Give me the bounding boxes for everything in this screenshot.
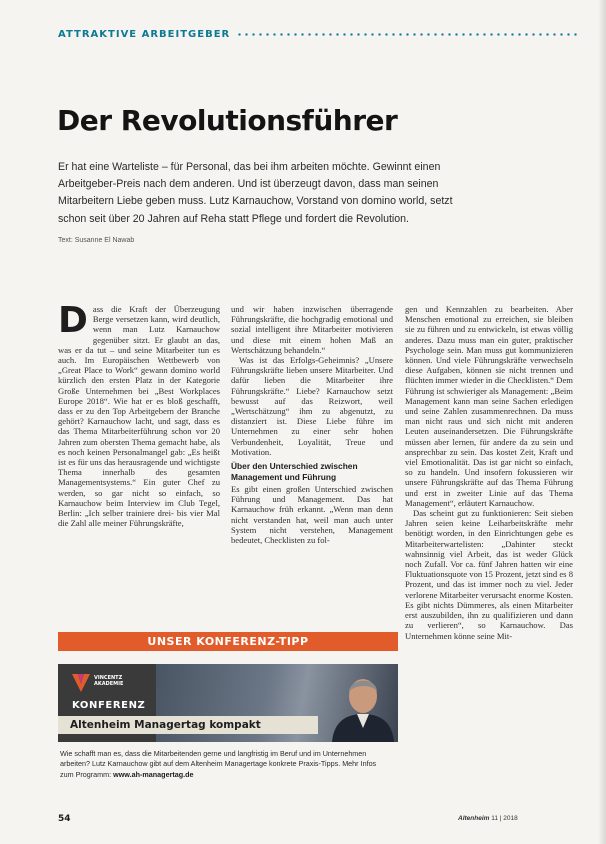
- conference-label: KONFERENZ: [72, 700, 146, 711]
- tip-link[interactable]: www.ah-managertag.de: [113, 769, 194, 779]
- dotted-rule: [236, 33, 578, 36]
- paragraph: ass die Kraft der Überzeugung Berge versetzen kann, wird deutlich, wenn man Lutz Karnauchow gegenüber sitzt. Er glaubt an das, was er da tut – und seine Mitarbeiter tun es auch. Im Europäischen Wettbewerb von „Great Place to Work“ gewann domino world kürzlich den ersten Platz in der Kategorie Große Unternehmen bei „Best Workplaces Europe 2018“. Wie hat er es bloß geschafft, dass er zu den Top Arbeitgebern der Branche gehört? Karnauchow lacht, und sagt, dass es das Thema Mitarbeiterführung schon vor 20 Jahren zum obersten Thema gemacht habe, als es noch keinen Personalmangel gab: „Es heißt ist es für uns das herausragende und wichtigste Thema innerhalb des gesamten Managementsystems.“ Ein guter Chef zu werden, so gar nicht so einfach, so Karnauchow beim Interview im Club Tegel, Berlin: „Ich selber trainiere drei- bis vier Mal die Zahl alle meiner Führungskräfte,: [58, 304, 220, 529]
- drop-cap: D: [58, 304, 88, 341]
- paragraph: Was ist das Erfolgs-Geheimnis? „Unsere Führungskräfte lieben unsere Mitarbeiter. Und dafür lieben die Mitarbeiter ihre Führungskräfte.“ Liebe? Karnauchow setzt bewusst auf das Reizwort, weil „Wertschätzung“ ihm zu abgenutzt, zu distanziert ist. Diese Liebe führe im Unternehmen zu einer sehr hohen Verbundenheit, Loyalität, Treue und Motivation.: [231, 355, 393, 457]
- tip-body: [58, 749, 382, 780]
- section-label: ATTRAKTIVE ARBEITGEBER: [58, 28, 231, 40]
- article-column-1: [58, 304, 220, 620]
- issue-number: 11 | 2018: [491, 815, 518, 822]
- brand-name: VINCENTZ AKADEMIE: [94, 675, 124, 687]
- article-lead: Er hat eine Warteliste – für Personal, das bei ihm arbeiten möchte. Gewinnt einen Arbeitgeber-Preis nach dem anderen. Und ist überzeugt davon, dass man seinen Mitarbeitern Liebe geben muss. Lutz Karnauchow, Vorstand von domino world, setzt schon seit über 20 Jahren auf Reha statt Pflege und fordert die Revolution.: [58, 161, 453, 225]
- vincentz-logo-icon: [72, 674, 90, 692]
- paragraph: Das scheint gut zu funktionieren: Seit sieben Jahren seien keine Leiharbeitskräfte mehr benötigt worden, in den Einrichtungen gebe es Mitarbeiterwartelisten: „Dahinter steckt wahnsinnig viel Arbeit, das ist weder Glück noch Zufall. Vor ca. fünf Jahren hatten wir eine Fluktuationsquote von 15 Prozent, jetzt sind es 8 Prozent, und das ist immer noch zu viel. Jeder verlorene Mitarbeiter verursacht enorme Kosten. Es gibt nichts Dümmeres, als einen Mitarbeiter erst auszubilden, ihn zu qualifizieren und dann zu verlieren“, so Karnauchow. Das Unternehmen könne seine Mit-: [405, 508, 573, 641]
- paragraph: gen und Kennzahlen zu bearbeiten. Aber Menschen emotional zu erreichen, sie bleiben sie zu führen und zu entwickeln, ist etwas völlig anderes. Dazu muss man ein guter, praktischer Psychologe sein. Man muss gut kommunizieren können. Und viele Führungskräfte verwechseln diese Aufgaben, können sie nicht trennen und flüchten immer wieder in die Checklisten.“ Dem Führung ist schwieriger als Management: „Beim Management kann man seine Sachen erledigen und seine Zahlen zusammenrechnen. Da muss man nicht raus und sich nicht mit anderen Leuten auseinandersetzen. Die Führungskräfte müssen aber lernen, für andere da zu sein und ansprechbar zu sein. Das kostet Zeit, Kraft und viel Emotionalität. Das ist gar nicht so einfach, so zu handeln. Und insofern fokussieren wir unsere Führungskräfte auf das Thema Führung und erst in zweiter Linie auf das Thema Management“, erläutert Karnauchow.: [405, 304, 573, 508]
- speaker-portrait: [324, 668, 398, 742]
- page-number: 54: [58, 814, 71, 824]
- tip-banner: [58, 664, 398, 742]
- magazine-name: Altenheim: [458, 815, 490, 822]
- article-column-3: [405, 304, 573, 791]
- paragraph: Es gibt einen großen Unterschied zwischen Führung und Management. Das hat Karnauchow früh erkannt. „Wenn man denn nicht verstanden hat, weil man auch unter System nicht verstehen, Management bedeutet, Checklisten zu fol-: [231, 484, 393, 546]
- byline: Text: Susanne El Nawab: [58, 237, 135, 244]
- footer-publication: [458, 815, 518, 822]
- article-headline: Der Revolutionsführer: [57, 104, 398, 137]
- section-header: [58, 26, 578, 42]
- tip-title: Altenheim Managertag kompakt: [58, 716, 318, 734]
- tip-text: Wie schafft man es, dass die Mitarbeitenden gerne und langfristig im Beruf und im Unternehmen arbeiten? Lutz Karnauchow gibt auf dem Altenheim Managertage konkrete Praxis-Tipps. Mehr Infos zum Programm:: [60, 749, 377, 779]
- page-edge-shadow: [598, 0, 606, 844]
- conference-tip-box: [58, 632, 398, 802]
- paragraph: und wir haben inzwischen überragende Führungskräfte, die hochgradig emotional und sozial intelligent ihre Mitarbeiter motivieren und diese mit einem hohen Maß an Wertschätzung behandeln.“: [231, 304, 393, 355]
- subheading: Über den Unterschied zwischen Management und Führung: [231, 461, 358, 482]
- tip-header: UNSER KONFERENZ-TIPP: [58, 632, 398, 651]
- article-column-2: [231, 304, 393, 620]
